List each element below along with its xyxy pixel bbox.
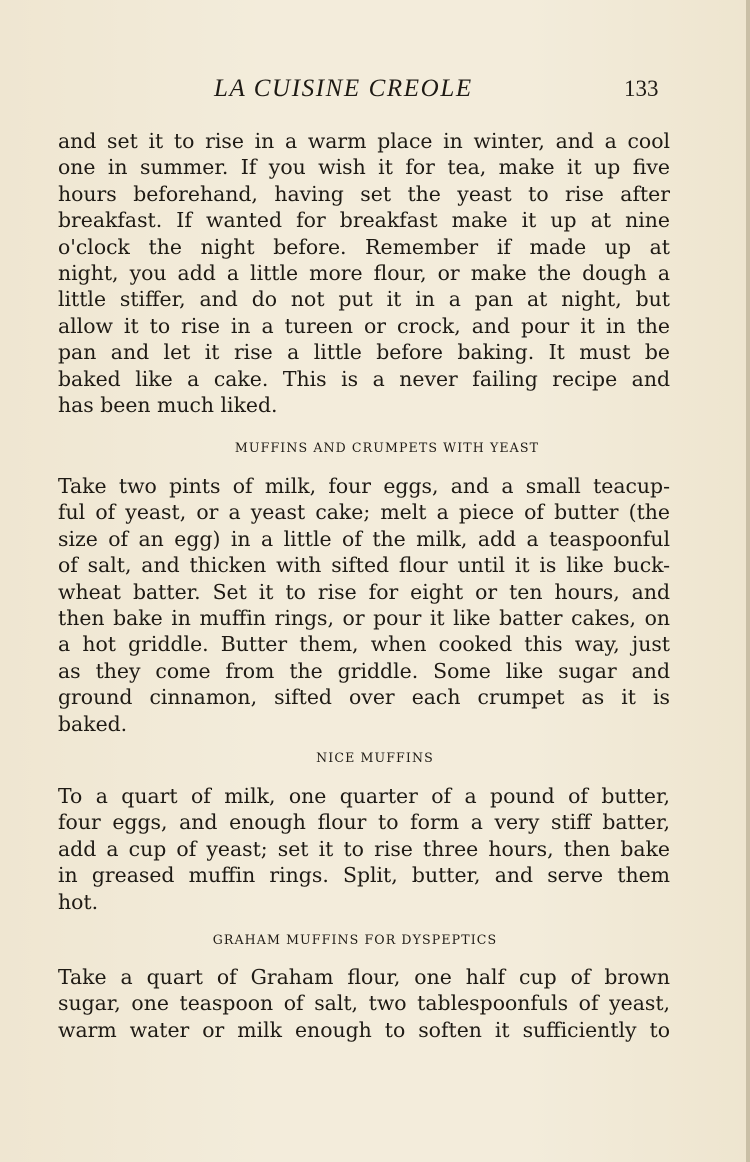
text-line: then bake in muffin rings, or pour it like batter cakes, on (58, 605, 670, 630)
text-line: baked. (58, 711, 128, 736)
text-line: wheat batter. Set it to rise for eight or ten hours, and (58, 579, 670, 604)
text-line: baked like a cake. This is a never failing recipe and (58, 366, 670, 391)
text-line: pan and let it rise a little before baking. It must be (58, 340, 670, 365)
text-line: breakfast. If wanted for breakfast make it up at nine (58, 208, 670, 233)
text-line: one in summer. If you wish it for tea, make it up five (58, 155, 670, 180)
page-number: 133 (624, 76, 659, 101)
text-line: allow it to rise in a tureen or crock, and pour it in the (58, 313, 670, 338)
text-line: four eggs, and enough flour to form a very stiff batter, (58, 810, 670, 835)
text-line: hot. (58, 889, 99, 914)
text-line: little stiffer, and do not put it in a pan at night, but (58, 287, 670, 312)
recipe-heading: GRAHAM MUFFINS FOR DYSPEPTICS (212, 932, 498, 947)
recipe-paragraph (58, 783, 670, 915)
text-line: add a cup of yeast; set it to rise three hours, then bake (58, 836, 670, 861)
text-line: in greased muffin rings. Split, butter, and serve them (58, 863, 670, 888)
recipe-paragraph (58, 473, 670, 737)
text-line: of salt, and thicken with sifted flour until it is like buck- (58, 553, 670, 578)
page-edge (746, 0, 750, 1162)
running-header (0, 74, 750, 104)
text-line: o'clock the night before. Remember if made up at (58, 234, 670, 259)
text-line: a hot griddle. Butter them, when cooked this way, just (58, 632, 670, 657)
text-line: warm water or milk enough to soften it sufficiently to (58, 1017, 670, 1042)
recipe-heading: MUFFINS AND CRUMPETS WITH YEAST (234, 440, 540, 455)
text-line: Take a quart of Graham flour, one half cup of brown (58, 965, 670, 989)
text-line: has been much liked. (58, 392, 278, 417)
text-line: and set it to rise in a warm place in winter, and a cool (58, 129, 670, 153)
text-line: ground cinnamon, sifted over each crumpet as it is (58, 685, 670, 710)
text-line: as they come from the griddle. Some like sugar and (58, 658, 670, 683)
paragraph-continuation (58, 128, 670, 418)
text-line: night, you add a little more flour, or make the dough a (58, 260, 670, 285)
recipe-paragraph (58, 964, 670, 1043)
running-title: LA CUISINE CREOLE (214, 75, 473, 102)
text-line: Take two pints of milk, four eggs, and a small teacup- (58, 474, 670, 498)
text-line: To a quart of milk, one quarter of a pound of butter, (58, 784, 670, 808)
recipe-heading: NICE MUFFINS (316, 750, 434, 765)
text-line: size of an egg) in a little of the milk, add a teaspoonful (58, 526, 670, 551)
text-line: ful of yeast, or a yeast cake; melt a piece of butter (the (58, 500, 670, 525)
text-line: sugar, one teaspoon of salt, two tablespoonfuls of yeast, (58, 991, 670, 1016)
text-line: hours beforehand, having set the yeast to rise after (58, 181, 670, 206)
